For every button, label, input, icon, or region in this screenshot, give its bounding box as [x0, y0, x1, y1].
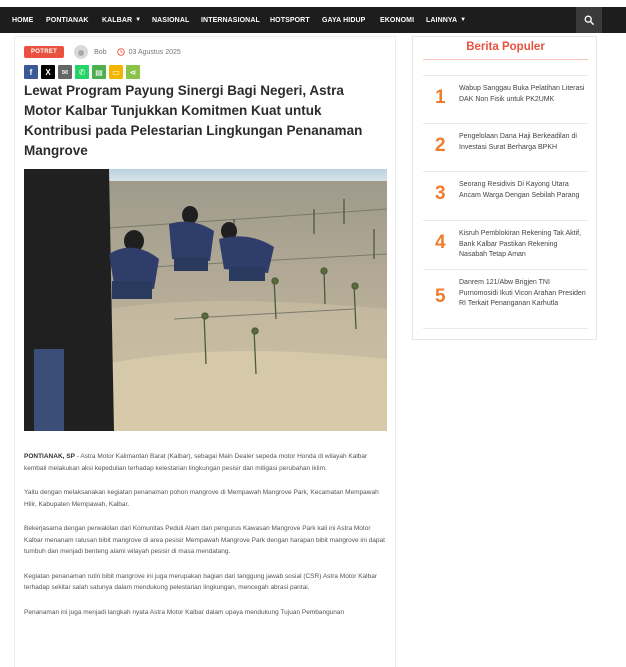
article-body: [24, 451, 388, 631]
more-share-button[interactable]: ⋖: [126, 65, 140, 79]
body-paragraph-3: Bekerjasama dengan perwakilan dari Komunitas Peduli Alam dan pengurus Kawasan Mangrove Park kali ini Astra Motor Kalbar menanam ratusan bibit mangrove di area pesisir Mempawah Mangrove Park dengan harapan bibit mangrove ini dapat tumbuh dan menjadi benteng alami wilayah pesisir di masa mendatang.: [24, 525, 385, 555]
search-icon: [584, 15, 594, 25]
nav-gaya-hidup[interactable]: GAYA HIDUP: [322, 16, 366, 24]
chevron-down-icon: ▼: [135, 17, 142, 23]
search-button[interactable]: [576, 7, 602, 33]
sidebar-divider: [423, 59, 588, 60]
popular-rank: 2: [435, 135, 446, 156]
body-paragraph-1-text: - Astra Motor Kalimantan Barat (Kalbar), sebagai Main Dealer sepeda motor Honda di wilayah Kalbar kembali melakukan aksi kepedulian terhadap kelestarian lingkungan pesisir dan mitigasi perubahan iklim.: [24, 453, 368, 472]
popular-rank: 1: [435, 87, 446, 108]
article-main: [14, 36, 396, 667]
print-share-button[interactable]: ▭: [109, 65, 123, 79]
body-paragraph-1: [24, 451, 388, 474]
popular-headline: Wabup Sanggau Buka Pelatihan Literasi DAK Non Fisik untuk PK2UMK: [459, 85, 585, 103]
nav-lainnya-label: LAINNYA: [426, 16, 458, 24]
nav-ekonomi[interactable]: EKONOMI: [380, 16, 415, 24]
popular-rank: 5: [435, 286, 446, 307]
nav-pontianak[interactable]: PONTIANAK: [46, 16, 89, 24]
body-paragraph-4: Kegiatan penanaman rutin bibit mangrove ini juga merupakan bagian dari tanggung jawab sosial (CSR) Astra Motor Kalbar terhadap sekitar salah satunya dalam mendukung pelestarian lingkungan, mencegah abrasi pantai.: [24, 572, 378, 591]
mangrove-planting-image: [24, 169, 387, 431]
popular-item-2[interactable]: [423, 123, 588, 171]
article-photo: [24, 169, 387, 431]
body-paragraph-5: Penanaman ini juga menjadi langkah nyata Astra Motor Kalbar dalam upaya mendukung Tujuan Pembangunan: [24, 608, 345, 616]
popular-item-4[interactable]: [423, 220, 588, 268]
popular-headline: Seorang Residivis Di Kayong Utara Ancam Warga Dengan Sebilah Parang: [459, 181, 580, 199]
body-paragraph-2: Yaitu dengan melaksanakan kegiatan penanaman pohon mangrove di Mempawah Mangrove Park, Kecamatan Mempawah Hilir, Kabupaten Mempawah, Kalbar.: [24, 489, 379, 508]
chevron-down-icon: ▼: [460, 17, 467, 23]
popular-headline: Pengelolaan Dana Haji Berkeadilan di Investasi Surat Berharga BPKH: [459, 133, 577, 151]
nav-kalbar[interactable]: [102, 7, 141, 33]
nav-kalbar-label: KALBAR: [102, 16, 133, 24]
nav-internasional[interactable]: INTERNASIONAL: [201, 16, 260, 24]
sidebar-title: Berita Populer: [466, 41, 545, 53]
email-share-button[interactable]: ✉: [58, 65, 72, 79]
author-avatar: [74, 45, 88, 59]
article-title: Lewat Program Payung Sinergi Bagi Negeri, Astra Motor Kalbar Tunjukkan Komitmen Kuat untuk Kontribusi pada Pelestarian Lingkungan Penanaman Mangrove: [24, 83, 363, 158]
nav-hotsport[interactable]: HOTSPORT: [270, 16, 310, 24]
line-share-button[interactable]: ▤: [92, 65, 106, 79]
publish-date: 03 Agustus 2025: [128, 48, 181, 56]
popular-item-3[interactable]: [423, 171, 588, 219]
popular-rank: 3: [435, 183, 446, 204]
clock-icon: [117, 48, 125, 56]
popular-headline: Kisruh Pemblokiran Rekening Tak Aktif, Bank Kalbar Pastikan Rekening Nasabah Tetap Aman: [459, 230, 582, 258]
popular-item-5[interactable]: [423, 269, 588, 329]
popular-headline: Danrem 121/Abw Brigjen TNI Purnomosidi Ikuti Vicon Arahan Presiden RI Terkait Penanganan Karhutla: [459, 279, 586, 307]
nav-nasional[interactable]: NASIONAL: [152, 16, 190, 24]
author-name[interactable]: Bob: [94, 48, 107, 56]
facebook-share-button[interactable]: f: [24, 65, 38, 79]
nav-lainnya[interactable]: [426, 7, 466, 33]
popular-news-widget: [412, 36, 597, 340]
nav-home[interactable]: HOME: [12, 16, 34, 24]
top-navigation: [0, 7, 626, 33]
category-badge[interactable]: POTRET: [24, 46, 64, 58]
popular-item-1[interactable]: [423, 75, 588, 123]
popular-rank: 4: [435, 232, 446, 253]
share-buttons: [24, 65, 140, 79]
user-icon: [78, 50, 84, 56]
article-meta: [24, 45, 181, 59]
whatsapp-share-button[interactable]: ✆: [75, 65, 89, 79]
x-share-button[interactable]: X: [41, 65, 55, 79]
dateline: PONTIANAK, SP: [24, 453, 75, 460]
